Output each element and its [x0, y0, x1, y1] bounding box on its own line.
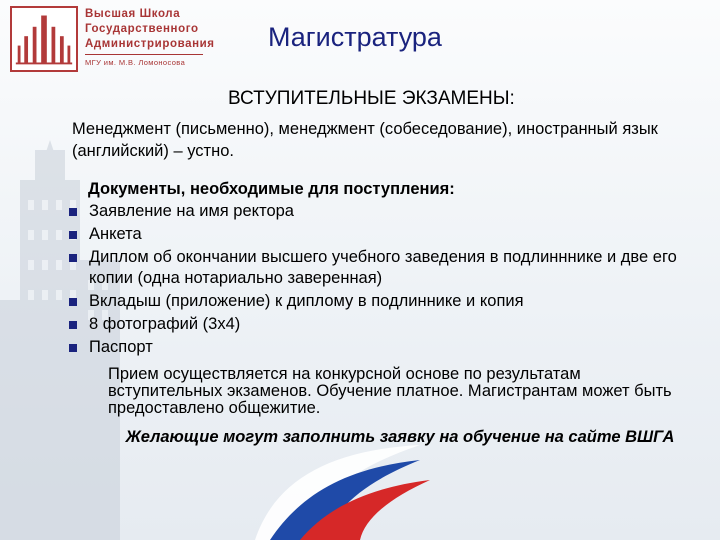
admission-note: Прием осуществляется на конкурсной основе по результатам вступительных экзаменов. Обучение платное. Магистрантам может быть предоставлено общежитие. [108, 365, 672, 417]
exams-heading: ВСТУПИТЕЛЬНЫЕ ЭКЗАМЕНЫ: [228, 88, 515, 109]
list-item-text: Диплом об окончании высшего учебного заведения в подлинннике и две его копии (одна нотариально заверенная) [89, 248, 677, 287]
square-bullet-icon [69, 344, 77, 352]
list-item [68, 291, 708, 312]
square-bullet-icon [69, 231, 77, 239]
exams-text: Менеджмент (письменно), менеджмент (собеседование), иностранный язык (английский) – устно. [72, 120, 658, 160]
logo-emblem-icon [10, 6, 78, 72]
list-item-text: Паспорт [89, 338, 153, 356]
list-item-text: Заявление на имя ректора [89, 202, 294, 220]
list-item-text: 8 фотографий (3х4) [89, 315, 241, 333]
application-call-to-action: Желающие могут заполнить заявку на обучение на сайте ВШГА [125, 428, 675, 446]
list-item [68, 224, 708, 245]
square-bullet-icon [69, 254, 77, 262]
square-bullet-icon [69, 321, 77, 329]
square-bullet-icon [69, 298, 77, 306]
documents-list [68, 201, 708, 360]
list-item [68, 201, 708, 222]
documents-heading: Документы, необходимые для поступления: [88, 180, 455, 198]
logo-divider [85, 54, 203, 55]
list-item-text: Вкладыш (приложение) к диплому в подлиннике и копия [89, 292, 524, 310]
logo-subtitle: МГУ им. М.В. Ломоносова [85, 58, 186, 67]
list-item [68, 247, 708, 289]
logo-line-3: Администрирования [85, 38, 215, 50]
flag-ribbon-decoration [0, 440, 720, 540]
logo-line-1: Высшая Школа [85, 8, 181, 20]
list-item-text: Анкета [89, 225, 142, 243]
slide-title: Магистратура [268, 22, 442, 52]
list-item [68, 337, 708, 358]
square-bullet-icon [69, 208, 77, 216]
school-logo [10, 6, 215, 74]
list-item [68, 314, 708, 335]
logo-line-2: Государственного [85, 23, 199, 35]
